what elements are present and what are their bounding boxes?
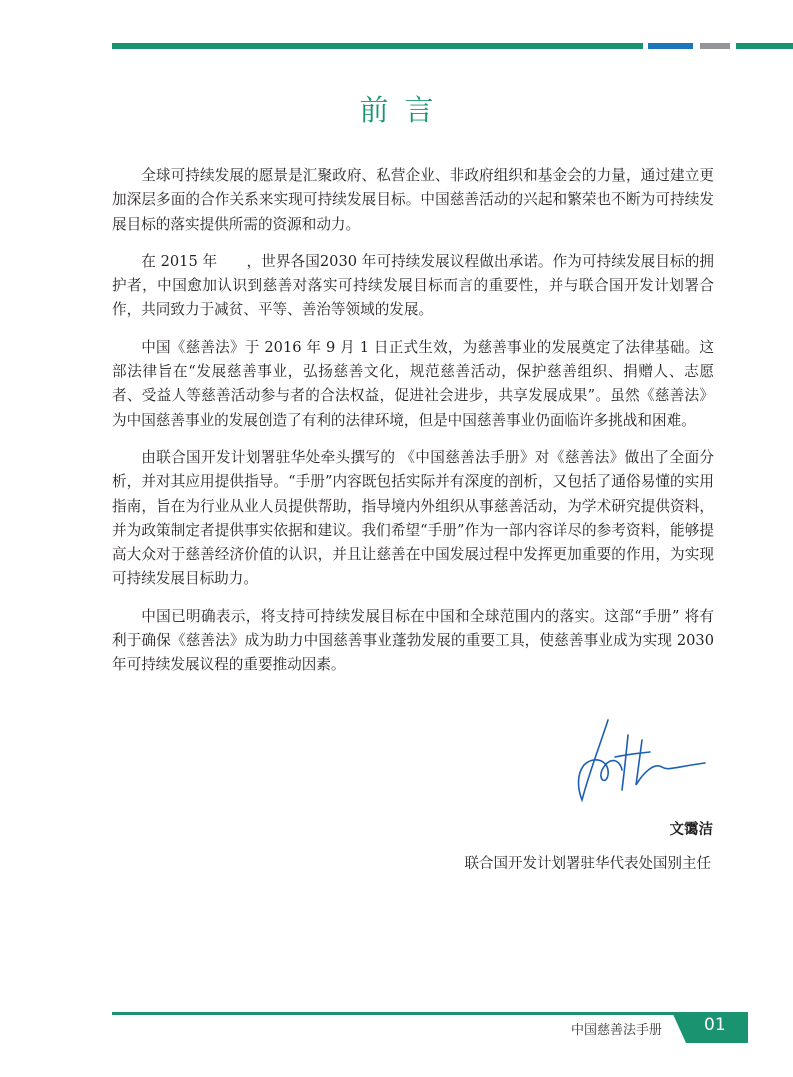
page-title: 前言 (359, 93, 450, 127)
header-bar-gray (700, 43, 730, 49)
paragraph: 在 2015 年 ，世界各国2030 年可持续发展议程做出承诺。作为可持续发展目标的拥护者，中国愈加认识到慈善对落实可持续发展目标而言的重要性，并与联合国开发计划署合作，共同致力于减贫、平等、善治等领域的发展。 (112, 252, 714, 319)
footer-book-title: 中国慈善法手册 (571, 1023, 663, 1038)
header-bar-green-right (736, 43, 793, 49)
paragraph: 中国《慈善法》于 2016 年 9 月 1 日正式生效，为慈善事业的发展奠定了法律基础。这部法律旨在“发展慈善事业，弘扬慈善文化，规范慈善活动，保护慈善组织、捐赠人、志愿者、受益人等慈善活动参与者的合法权益，促进社会进步，共享发展成果”。虽然《慈善法》为中国慈善事业的发展创造了有利的法律环境，但是中国慈善事业仍面临许多挑战和困难。 (112, 338, 714, 429)
header-bar-green (112, 43, 643, 49)
signatory-name: 文霭洁 (669, 821, 713, 838)
page-number: 01 (704, 1015, 726, 1035)
paragraph: 由联合国开发计划署驻华处牵头撰写的 《中国慈善法手册》对《慈善法》做出了全面分析，并对其应用提供指导。“手册”内容既包括实际并有深度的剖析，又包括了通俗易懂的实用指南，旨在为行业从业人员提供帮助，指导境内外组织从事慈善活动，为学术研究提供资料，并为政策制定者提供事实依据和建议。我们希望“手册”作为一部内容详尽的参考资料，能够提高大众对于慈善经济价值的认识，并且让慈善在中国发展过程中发挥更加重要的作用，为实现可持续发展目标助力。 (112, 448, 714, 588)
signatory-title: 联合国开发计划署驻华代表处国别主任 (464, 856, 711, 872)
preface-body (112, 164, 714, 691)
header-bar-blue (648, 43, 693, 49)
paragraph: 中国已明确表示，将支持可持续发展目标在中国和全球范围内的落实。这部“手册” 将有利于确保《慈善法》成为助力中国慈善事业蓬勃发展的重要工具，使慈善事业成为实现 2030 年可持续发展议程的重要推动因素。 (112, 607, 714, 674)
handwritten-signature (570, 715, 710, 810)
footer-line (112, 1012, 677, 1015)
paragraph: 全球可持续发展的愿景是汇聚政府、私营企业、非政府组织和基金会的力量，通过建立更加深层多面的合作关系来实现可持续发展目标。中国慈善活动的兴起和繁荣也不断为可持续发展目标的落实提供所需的资源和动力。 (112, 167, 714, 233)
